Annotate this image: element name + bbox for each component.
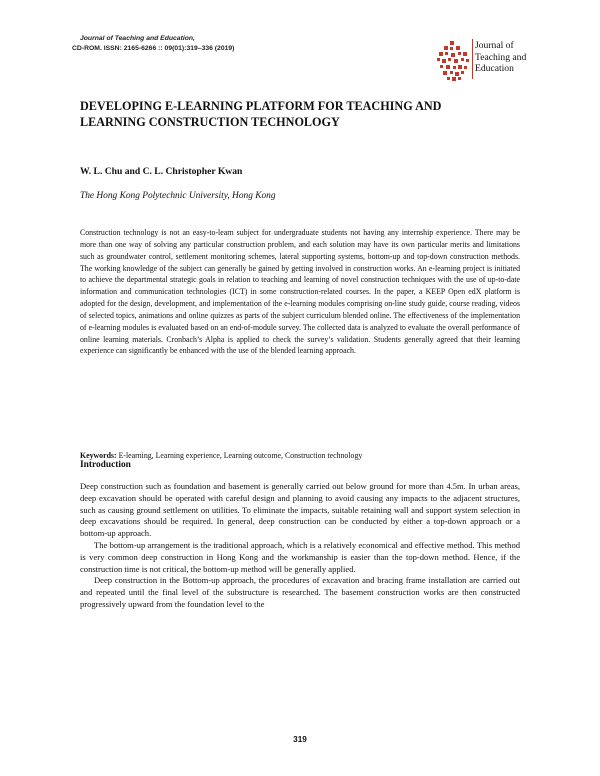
- journal-logo: [436, 38, 546, 84]
- journal-logo-icon: [436, 40, 470, 82]
- journal-name: Journal of Teaching and Education,: [80, 35, 195, 42]
- keywords-label: Keywords:: [80, 451, 117, 460]
- keywords-list: E-learning, Learning experience, Learning outcome, Construction technology: [116, 451, 363, 460]
- logo-divider: [472, 39, 473, 79]
- logo-text-line: Teaching and: [475, 51, 527, 63]
- journal-issn: CD-ROM. ISSN: 2165-6266 :: 09(01):319–336 (2019): [72, 45, 235, 52]
- affiliation: The Hong Kong Polytechnic University, Hong Kong: [80, 191, 276, 201]
- paragraph: Deep construction in the Bottom-up approach, the procedures of excavation and bracing frame installation are carried out and repeated until the final level of the substructure is researched. The basement construction works are then constructed progressively upward from the foundation level to the: [80, 575, 520, 609]
- authors: W. L. Chu and C. L. Christopher Kwan: [80, 166, 243, 177]
- logo-text-line: Education: [475, 63, 514, 75]
- abstract: Construction technology is not an easy-to-learn subject for undergraduate students not having any internship experience. There may be more than one way of solving any particular construction problem, and each solution may have its own particular merits and limitations such as groundwater control, settlement monitoring schemes, lateral supporting systems, bottom-up and top-down construction methods. The working knowledge of the subject can generally be gained by getting involved in construction works. An e-learning project is initiated to achieve the departmental strategic goals in relation to teaching and learning of novel construction techniques with the use of up-to-date information and communication technologies (ICT) in some construction-related courses. In the paper, a KEEP Open edX platform is adopted for the design, development, and implementation of the e-learning modules comprising on-line study guide, course reading, videos of selected topics, animations and online quizzes as parts of the subject curriculum blended online. The effectiveness of the implementation of e-learning modules is evaluated based on an end-of-module survey. The collected data is analyzed to evaluate the overall performance of online learning materials. Cronbach’s Alpha is applied to check the survey’s validation. Students generally agreed that their learning experience can significantly be enhanced with the use of the blended learning approach.: [80, 228, 520, 356]
- keywords: [80, 451, 362, 460]
- logo-text-line: Journal of: [475, 40, 514, 51]
- title-line: LEARNING CONSTRUCTION TECHNOLOGY: [80, 114, 340, 129]
- section-heading-introduction: Introduction: [80, 460, 131, 470]
- paragraph: The bottom-up arrangement is the traditional approach, which is a relatively economical and effective method. This method is very common deep construction in Hong Kong and the workmanship is easier than the top-down method. Hence, if the construction time is not critical, the bottom-up method will be generally applied.: [80, 539, 520, 574]
- body-text: [80, 481, 520, 611]
- logo-wordmark: [475, 40, 526, 75]
- paper-title: [80, 99, 520, 130]
- paragraph: Deep construction such as foundation and basement is generally carried out below ground for more than 4.5m. In urban areas, deep excavation should be operated with careful design and planning to avoid causing any impacts to the adjacent structures, such as causing ground settlement on utilities. To eliminate the impacts, suitable retaining wall and support system selection in deep excavations should be required. In general, deep construction can be conducted by either a top-down approach or a bottom-up approach.: [80, 481, 520, 539]
- page-number: 319: [293, 735, 307, 744]
- title-line: DEVELOPING E-LEARNING PLATFORM FOR TEACHING AND: [80, 99, 442, 113]
